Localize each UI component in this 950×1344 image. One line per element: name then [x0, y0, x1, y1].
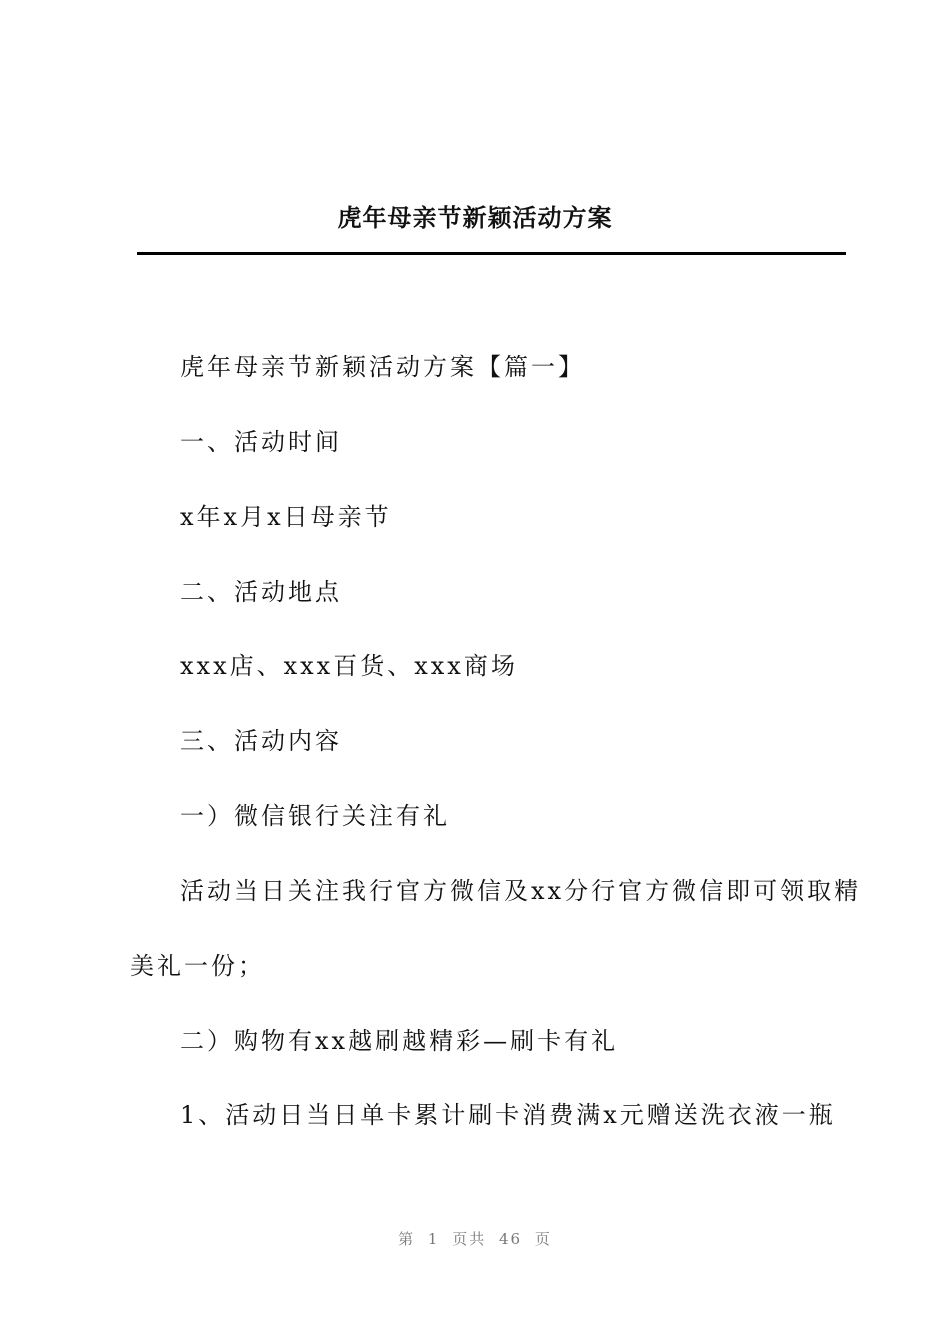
paragraph-line: 活动当日关注我行官方微信及xx分行官方微信即可领取精 [180, 877, 862, 905]
paragraph-line: 三、活动内容 [180, 727, 342, 755]
paragraph-line: 一）微信银行关注有礼 [180, 802, 450, 830]
paragraph-line: 1、活动日当日单卡累计刷卡消费满x元赠送洗衣液一瓶 [180, 1101, 836, 1129]
paragraph-line: 二）购物有xx越刷越精彩—刷卡有礼 [180, 1027, 619, 1055]
paragraph-line: x年x月x日母亲节 [180, 503, 392, 531]
document-header-title: 虎年母亲节新颖活动方案 [337, 204, 613, 232]
paragraph-line: 美礼一份； [130, 952, 265, 980]
paragraph-line: 二、活动地点 [180, 578, 342, 606]
header-divider [137, 252, 846, 255]
section-heading: 虎年母亲节新颖活动方案【篇一】 [180, 353, 585, 381]
paragraph-line: 一、活动时间 [180, 428, 342, 456]
paragraph-line: xxx店、xxx百货、xxx商场 [180, 652, 518, 680]
page-footer: 第 1 页共 46 页 [398, 1230, 552, 1248]
